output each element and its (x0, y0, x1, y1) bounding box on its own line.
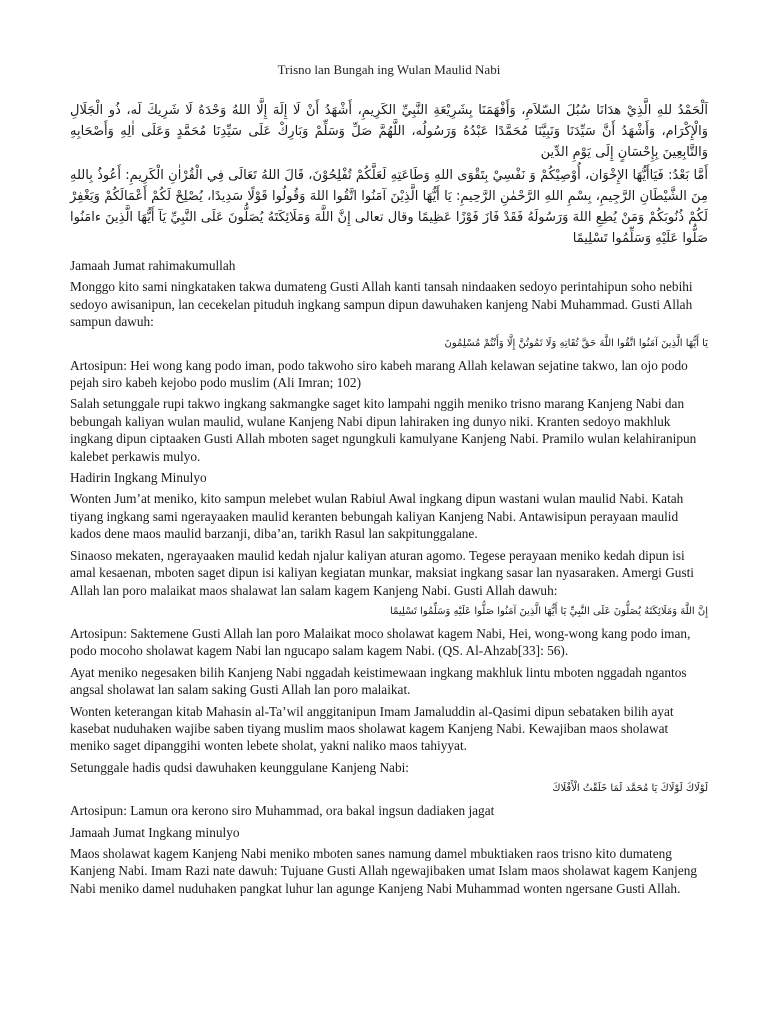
paragraph: Artosipun: Lamun ora kerono siro Muhammad, ora bakal ingsun dadiaken jagat (70, 803, 495, 819)
paragraph: Wonten keterangan kitab Mahasin al-Ta’wil anggitanipun Imam Jamaluddin al-Qasimi dipun sebataken bilih ayat kasebat nuduhaken wajibe saben tiyang muslim maos sholawat kagem Kanjeng Nabi. Kewajiban maos sholawat meniko saget dipanggihi wonten lebete sholat, yakni naliko maos tahiyyat. (70, 703, 674, 754)
paragraph: Setunggale hadis qudsi dawuhaken keunggulane Kanjeng Nabi: (70, 759, 409, 775)
paragraph: Sinaoso mekaten, ngerayaaken maulid kedah njalur kaliyan aturan agomo. Tegese perayaan meniko kedah dipun isi amal kesaenan, mboten saget dipun isi kaliyan kegiatan munkar, maksiat ingkang sasar lan nyasaraken. Amergi Gusti Allah lan poro malaikat maos shalawat lan salam kagem Kanjeng Nabi. Gusti Allah dawuh: (70, 547, 695, 598)
arabic-ayah: يَا أَيُّهَا الَّذِينَ آمَنُوا اتَّقُوا اللَّهَ حَقَّ تُقَاتِهِ وَلَا تَمُوتُنَّ إِلَّا وَأَنْتُمْ مُسْلِمُونَ (444, 337, 708, 349)
paragraph: Monggo kito sami ningkataken takwa dumateng Gusti Allah kanti tansah nindaaken sedoyo perintahipun soho nebihi sedoyo awisanipun, lan cecekelan pituduh ingkang sampun dipun dawuhaken kanjeng Nabi Muhammad. Gusti Allah sampun dawuh: (70, 279, 693, 330)
arabic-opening: اَلْحَمْدُ للهِ الَّذِيْ هدَانَا سُبُلَ السّلاَمِ، وَأَفْهَمَنَا بِشَرِيْعَةِ النَّبِيِّ الكَرِيمِ، أَشْهَدُ أَنْ لَا إِلَهَ إِلَّا اللهُ وَحْدَهُ لَا شَرِيكَ لَه، ذُو الْجَلَالِ وَالْإِكْرَام، وَأَشْهَدُ أَنَّ سَيِّدَنَا وَنَبِيَّنَا مُحَمَّدًا عَبْدُهُ وَرَسُولُه، اللَّهُمَّ صَلِّ وَسَلِّمْ وَبَارِكْ عَلَى سَيِّدِنَا مُحَمَّدٍ وَعَلَى اٰلِهِ وَأَصْحَابِهِ وَالتَّابِعِينَ بِإِحْسَانٍ إِلَى يَوْمِ الدِّين (70, 103, 708, 160)
paragraph: Maos sholawat kagem Kanjeng Nabi meniko mboten sanes namung damel mbuktiaken raos trisno kito dumateng Kanjeng Nabi. Imam Razi nate dawuh: Tujuane Gusti Allah ngewajibaken umat Islam maos sholawat kagem Kanjeng Nabi meniko damel nuduhaken pangkat luhur lan agunge Kanjeng Nabi Muhammad wonten ngersane Gusti Allah. (70, 845, 698, 896)
paragraph: Ayat meniko negesaken bilih Kanjeng Nabi nggadah keistimewaan ingkang makhluk lintu mboten nggadah ngantos angsal sholawat lan salam saking Gusti Allah lan poro malaikat. (70, 664, 687, 698)
paragraph: Artosipun: Hei wong kang podo iman, podo takwoho siro kabeh marang Allah kelawan sejatine takwo, lan ojo podo pejah siro kabeh kejobo podo muslim (Ali Imran; 102) (70, 357, 688, 391)
arabic-ayah: إِنَّ اللَّهَ وَمَلَائِكَتَهُ يُصَلُّونَ عَلَى النَّبِيِّ يَا أَيُّهَا الَّذِينَ آمَنُوا صَلُّوا عَلَيْهِ وَسَلِّمُوا تَسْلِيمًا (390, 605, 708, 617)
document-title: Trisno lan Bungah ing Wulan Maulid Nabi (277, 62, 501, 77)
arabic-amma-badu: أَمَّا بَعْدُ: فَيَاأَيُّهَا الإِخْوَان، أُوْصِيْكُمْ وَ نَفْسِيْ بِتَقْوَى اللهِ وَطَاعَتِهِ لَعَلَّكُمْ تُفْلِحُوْنَ، قَالَ اللهُ تَعَالَى فِي الْقُرْاٰنِ الْكَرِيمِ: أَعُوذُ بِاللهِ مِنَ الشَّيْطَانِ الرَّجِيمِ، بِسْمِ اللهِ الرَّحْمٰنِ الرَّحِيمِ: يَا أَيُّهَا الَّذِيْنَ آمَنُوا اتَّقُوا اللهَ وَقُولُوا قَوْلًا سَدِيدًا، يُصْلِحْ لَكُمْ أَعْمَالَكُمْ وَيَغْفِرْ لَكُمْ ذُنُوبَكُمْ وَمَنْ يُطِعِ اللهَ وَرَسُولَهُ فَقَدْ فَازَ فَوْزًا عَظِيمًا وقال تعالى إِنَّ اللَّهَ وَمَلَائِكَتَهُ يُصَلُّونَ عَلَى النَّبِيِّ يَآ أَيُّهَا الَّذِينَ ءامَنُوا صَلُّوا عَلَيْهِ وَسَلِّمُوا تَسْلِيمًا (70, 168, 708, 246)
section-heading: Jamaah Jumat Ingkang minulyo (70, 824, 240, 840)
arabic-hadith: لَوْلَاكَ لَوْلَاكَ يَا مُحَمَّد لَمَا خَلَقْتُ الْأَفْلَاكَ (552, 783, 708, 795)
paragraph: Salah setunggale rupi takwo ingkang sakmangke saget kito lampahi nggih meniko trisno marang Kanjeng Nabi dan bebungah kaliyan wulan maulid, wulane Kanjeng Nabi dipun lahiraken ing dunyo niki. Kranten sedoyo makhluk ingkang dipun ciptaaken Gusti Allah mboten saget ngungkuli kamulyane Kanjeng Nabi. Pramilo wulan kelahiranipun kalebet perkawis mulyo. (70, 396, 697, 464)
paragraph: Wonten Jum’at meniko, kito sampun melebet wulan Rabiul Awal ingkang dipun wastani wulan maulid Nabi. Katah tiyang ingkang sami ngerayaaken maulid keranten bebungah kaliyan Kanjeng Nabi. Antawisipun perayaan maulid kados dene maos maulid barzanji, diba’an, tarikh Rasul lan sakpitunggalane. (70, 491, 684, 542)
paragraph: Artosipun: Saktemene Gusti Allah lan poro Malaikat moco sholawat kagem Nabi, Hei, wong-wong kang podo iman, podo mocoho sholawat kagem Nabi lan ngucapo salam kagem Nabi. (QS. Al-Ahzab[33]: 56). (70, 625, 691, 659)
section-heading: Hadirin Ingkang Minulyo (70, 470, 207, 486)
section-heading: Jamaah Jumat rahimakumullah (70, 258, 236, 273)
